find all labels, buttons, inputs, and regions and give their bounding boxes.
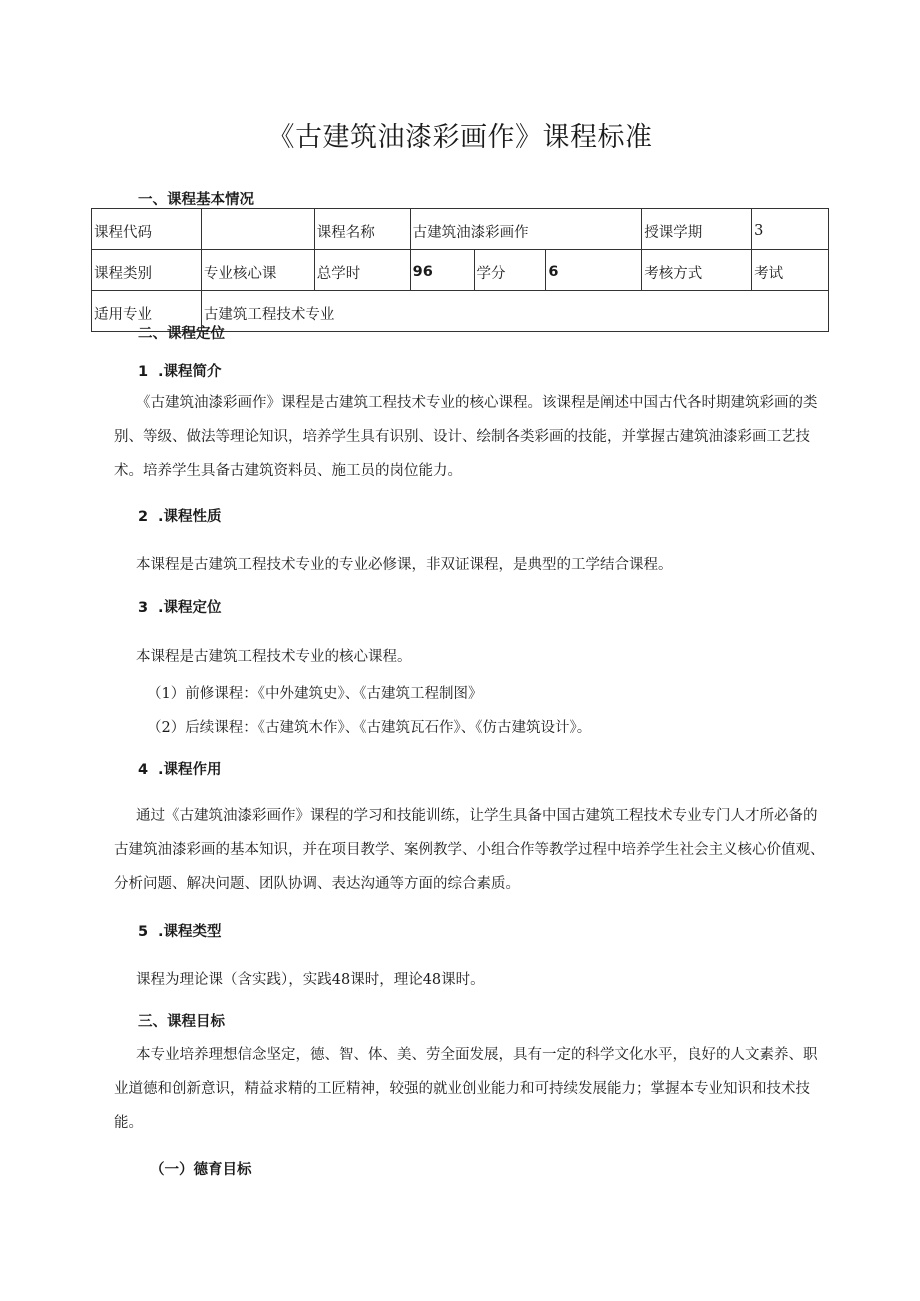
semester-label: 授课学期: [642, 209, 752, 250]
document-title: 《古建筑油漆彩画作》课程标准: [267, 122, 653, 153]
section-heading-positioning: 二、课程定位: [138, 326, 225, 342]
paragraph-course-role: 通过《古建筑油漆彩画作》课程的学习和技能训练，让学生具备中国古建筑工程技术专业专门人才所必备的古建筑油漆彩画的基本知识，并在项目教学、案例教学、小组合作等教学过程中培养学生社会主义核心价值观、分析问题、解决问题、团队协调、表达沟通等方面的综合素质。: [114, 808, 825, 892]
section-heading-basic-info: 一、课程基本情况: [138, 192, 254, 208]
subheading-number: 1: [138, 364, 149, 380]
followup-courses: （2）后续课程：《古建筑木作》、《古建筑瓦石作》、《仿古建筑设计》。: [147, 720, 592, 736]
subheading-title: .课程简介: [158, 364, 222, 380]
subheading-course-intro: [138, 360, 222, 381]
semester-value: 3: [752, 209, 829, 250]
paragraph-course-nature: 本课程是古建筑工程技术专业的专业必修课，非双证课程，是典型的工学结合课程。: [136, 557, 673, 573]
table-row: [92, 250, 829, 291]
total-hours-label: 总学时: [314, 250, 410, 291]
subheading-moral-objectives: （一）德育目标: [150, 1162, 252, 1178]
subheading-title: .课程定位: [158, 600, 222, 616]
paragraph-course-type: 课程为理论课（含实践），实践48课时，理论48课时。: [136, 972, 485, 988]
subheading-title: .课程性质: [158, 509, 222, 525]
course-type-label: 课程类别: [92, 250, 202, 291]
credit-label: 学分: [474, 250, 546, 291]
total-hours-value: 96: [410, 250, 474, 291]
subheading-course-nature: [138, 505, 222, 526]
credit-value: 6: [546, 250, 642, 291]
exam-method-value: 考试: [752, 250, 829, 291]
course-name-label: 课程名称: [314, 209, 410, 250]
major-label: 适用专业: [92, 291, 202, 332]
subheading-number: 5: [138, 924, 149, 940]
subheading-number: 3: [138, 600, 149, 616]
major-value: 古建筑工程技术专业: [201, 291, 828, 332]
subheading-number: 4: [138, 762, 149, 778]
course-type-value: 专业核心课: [201, 250, 314, 291]
subheading-title: .课程作用: [158, 762, 222, 778]
subheading-number: 2: [138, 509, 149, 525]
course-name-value: 古建筑油漆彩画作: [410, 209, 642, 250]
exam-method-label: 考核方式: [642, 250, 752, 291]
paragraph-objectives: 本专业培养理想信念坚定，德、智、体、美、劳全面发展，具有一定的科学文化水平，良好的人文素养、职业道德和创新意识，精益求精的工匠精神，较强的就业创业能力和可持续发展能力；掌握本专业知识和技术技能。: [114, 1047, 818, 1131]
subheading-title: .课程类型: [158, 924, 222, 940]
section-heading-objectives: 三、课程目标: [138, 1014, 225, 1030]
prerequisite-courses: （1）前修课程：《中外建筑史》、《古建筑工程制图》: [147, 686, 483, 702]
course-code-value: [201, 209, 314, 250]
subheading-course-type: [138, 920, 222, 941]
paragraph-course-positioning: 本课程是古建筑工程技术专业的核心课程。: [136, 649, 412, 665]
paragraph-course-intro: 《古建筑油漆彩画作》课程是古建筑工程技术专业的核心课程。该课程是阐述中国古代各时期建筑彩画的类别、等级、做法等理论知识，培养学生具有识别、设计、绘制各类彩画的技能，并掌握古建筑油漆彩画工艺技术。培养学生具备古建筑资料员、施工员的岗位能力。: [114, 395, 818, 479]
subheading-course-positioning: [138, 596, 222, 617]
table-row: [92, 209, 829, 250]
subheading-course-role: [138, 758, 222, 779]
course-code-label: 课程代码: [92, 209, 202, 250]
course-info-table: [91, 208, 829, 332]
